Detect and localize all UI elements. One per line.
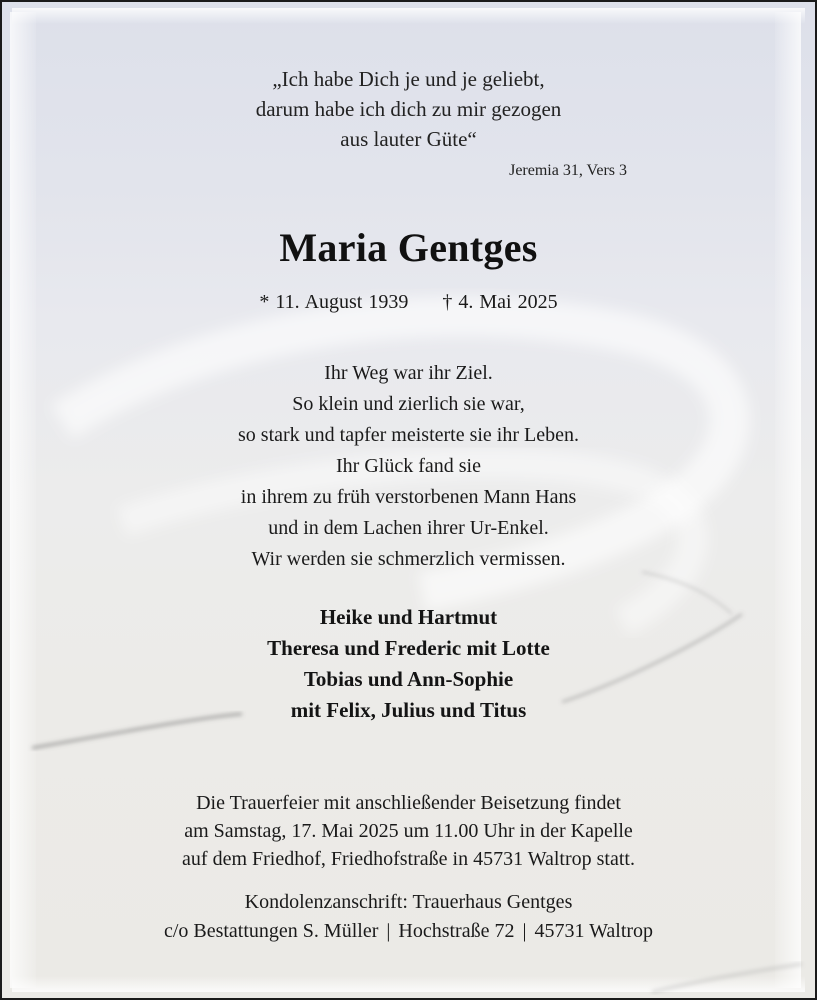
poem-line: Wir werden sie schmerzlich vermissen. <box>251 548 566 570</box>
poem-line: und in dem Lachen ihrer Ur-Enkel. <box>268 517 549 539</box>
funeral-service-info <box>2 789 815 873</box>
frame-highlight-bottom <box>12 976 805 992</box>
separator: | <box>386 920 391 942</box>
quote-line: darum habe ich dich zu mir gezogen <box>255 97 562 121</box>
quote-line: aus lauter Güte“ <box>340 127 477 151</box>
postal-city: 45731 Waltrop <box>534 920 654 942</box>
poem-line: Ihr Glück fand sie <box>336 455 481 477</box>
poem-line: in ihrem zu früh verstorbenen Mann Hans <box>240 486 577 508</box>
poem-line: Ihr Weg war ihr Ziel. <box>324 362 493 384</box>
service-line: Die Trauerfeier mit anschließender Beisetzung findet <box>196 792 621 814</box>
service-line: auf dem Friedhof, Friedhofstraße in 45731 Waltrop statt. <box>182 848 635 870</box>
frame-highlight-top <box>12 8 805 24</box>
condolence-title: Kondolenzanschrift: Trauerhaus Gentges <box>244 891 573 913</box>
death-date: † 4. Mai 2025 <box>442 291 558 313</box>
street-address: Hochstraße 72 <box>398 920 515 942</box>
separator: | <box>522 920 527 942</box>
poem-line: So klein und zierlich sie war, <box>292 393 525 415</box>
quote-reference: Jeremia 31, Vers 3 <box>509 162 627 179</box>
birth-date: * 11. August 1939 <box>259 291 409 313</box>
life-dates <box>2 291 815 314</box>
quote-line: „Ich habe Dich je und je geliebt, <box>272 67 545 91</box>
mourner-line: Heike und Hartmut <box>319 605 498 629</box>
deceased-name: Maria Gentges <box>279 225 538 270</box>
condolence-address-line <box>2 917 815 946</box>
poem-line: so stark und tapfer meisterte sie ihr Leben. <box>238 424 579 446</box>
mourner-line: Tobias und Ann-Sophie <box>303 667 514 691</box>
condolence-address <box>2 888 815 946</box>
service-line: am Samstag, 17. Mai 2025 um 11.00 Uhr in der Kapelle <box>184 820 633 842</box>
mourners-list <box>2 602 815 726</box>
funeral-home: c/o Bestattungen S. Müller <box>163 920 379 942</box>
memorial-poem <box>2 358 815 575</box>
mourner-line: Theresa und Frederic mit Lotte <box>267 636 550 660</box>
mourner-line: mit Felix, Julius und Titus <box>290 698 527 722</box>
bible-quote <box>2 64 815 154</box>
